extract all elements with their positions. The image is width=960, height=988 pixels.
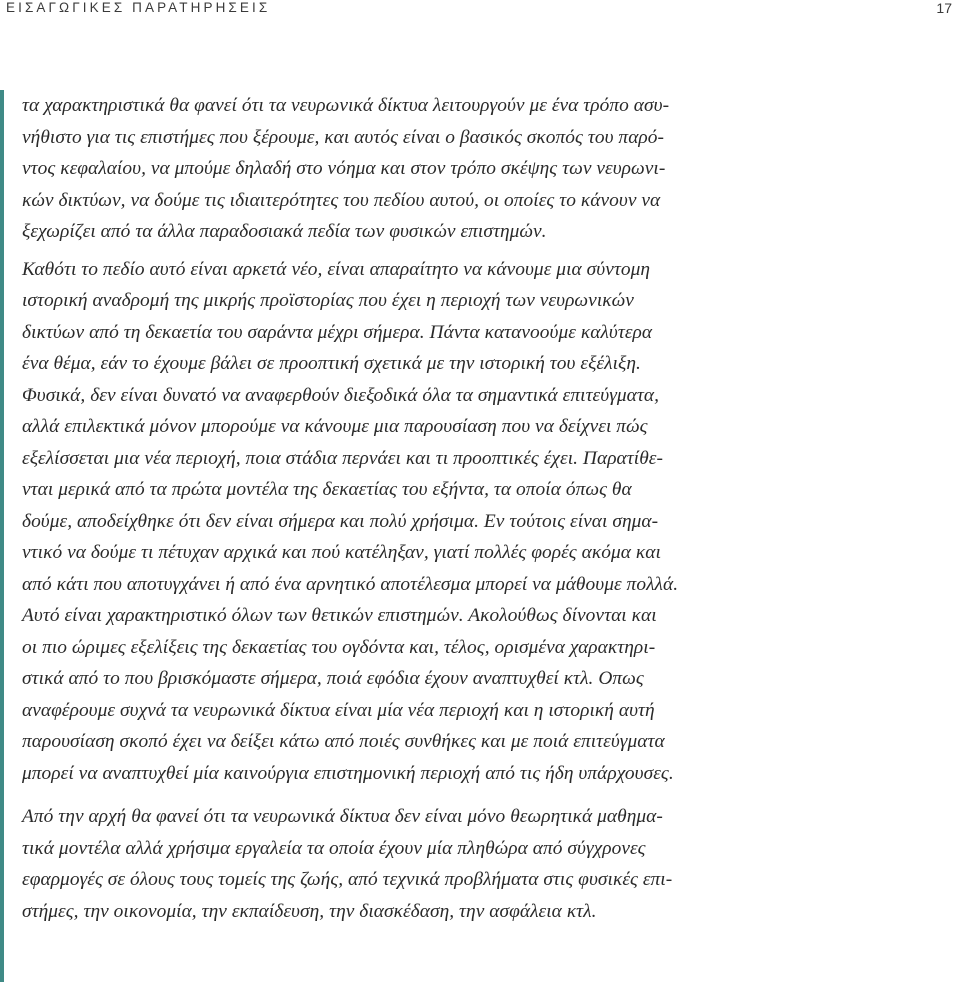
- text-line: ντικό να δούμε τι πέτυχαν αρχικά και πού κατέληξαν, γιατί πολλές φορές ακόμα και: [22, 542, 661, 563]
- text-line: αλλά επιλεκτικά μόνον μπορούμε να κάνουμε μια παρουσίαση που να δείχνει πώς: [22, 416, 648, 437]
- text-line: ντος κεφαλαίου, να μπούμε δηλαδή στο νόημα και στον τρόπο σκέψης των νευρωνι-: [22, 158, 666, 179]
- text-line: στικά από το που βρισκόμαστε σήμερα, ποιά εφόδια έχουν αναπτυχθεί κτλ. Οπως: [22, 668, 644, 689]
- paragraph-2: [22, 254, 782, 790]
- text-line: ένα θέμα, εάν το έχουμε βάλει σε προοπτική σχετικά με την ιστορική του εξέλιξη.: [22, 353, 641, 374]
- text-line: αναφέρουμε συχνά τα νευρωνικά δίκτυα είναι μία νέα περιοχή και η ιστορική αυτή: [22, 699, 655, 721]
- text-line: νήθιστο για τις επιστήμες που ξέρουμε, και αυτός είναι ο βασικός σκοπός του παρό-: [22, 126, 665, 148]
- text-line: νται μερικά από τα πρώτα μοντέλα της δεκαετίας του εξήντα, τα οποία όπως θα: [22, 479, 632, 500]
- body-text: [22, 90, 782, 927]
- text-line: Φυσικά, δεν είναι δυνατό να αναφερθούν διεξοδικά όλα τα σημαντικά επιτεύγματα,: [22, 384, 660, 406]
- margin-rule: [0, 90, 4, 982]
- paragraph-1: [22, 90, 782, 248]
- text-line: οι πιο ώριμες εξελίξεις της δεκαετίας του ογδόντα και, τέλος, ορισμένα χαρακτηρι-: [22, 636, 656, 658]
- text-line: δούμε, αποδείχθηκε ότι δεν είναι σήμερα και πολύ χρήσιμα. Εν τούτοις είναι σημα-: [22, 510, 659, 532]
- text-line: από κάτι που αποτυγχάνει ή από ένα αρνητικό αποτέλεσμα μπορεί να μάθουμε πολλά.: [22, 573, 679, 595]
- page-number: 17: [936, 0, 952, 16]
- paragraph-3: [22, 801, 782, 927]
- text-line: εφαρμογές σε όλους τους τομείς της ζωής, από τεχνικά προβλήματα στις φυσικές επι-: [22, 869, 673, 890]
- text-line: Από την αρχή θα φανεί ότι τα νευρωνικά δίκτυα δεν είναι μόνο θεωρητικά μαθημα-: [22, 806, 663, 827]
- text-line: τικά μοντέλα αλλά χρήσιμα εργαλεία τα οποία έχουν μία πληθώρα από σύγχρονες: [22, 837, 646, 859]
- running-head: ΕΙΣΑΓΩΓΙΚΕΣ ΠΑΡΑΤΗΡΗΣΕΙΣ: [6, 0, 271, 15]
- text-line: Αυτό είναι χαρακτηριστικό όλων των θετικών επιστημών. Ακολούθως δίνονται και: [22, 605, 657, 626]
- text-line: δικτύων από τη δεκαετία του σαράντα μέχρι σήμερα. Πάντα κατανοούμε καλύτερα: [22, 321, 653, 343]
- text-line: στήμες, την οικονομία, την εκπαίδευση, την διασκέδαση, την ασφάλεια κτλ.: [22, 900, 597, 922]
- text-line: τα χαρακτηριστικά θα φανεί ότι τα νευρωνικά δίκτυα λειτουργούν με ένα τρόπο ασυ-: [22, 95, 670, 116]
- text-line: εξελίσσεται μια νέα περιοχή, ποια στάδια περνάει και τι προοπτικές έχει. Παρατίθε-: [22, 447, 663, 469]
- text-line: ιστορική αναδρομή της μικρής προϊστορίας που έχει η περιοχή των νευρωνικών: [22, 290, 634, 311]
- text-line: ξεχωρίζει από τα άλλα παραδοσιακά πεδία των φυσικών επιστημών.: [22, 221, 547, 242]
- text-line: μπορεί να αναπτυχθεί μία καινούργια επιστημονική περιοχή από τις ήδη υπάρχουσες.: [22, 762, 674, 784]
- text-line: Καθότι το πεδίο αυτό είναι αρκετά νέο, είναι απαραίτητο να κάνουμε μια σύντομη: [22, 258, 651, 280]
- text-line: παρουσίαση σκοπό έχει να δείξει κάτω από ποιές συνθήκες και με ποιά επιτεύγματα: [22, 731, 665, 752]
- text-line: κών δικτύων, να δούμε τις ιδιαιτερότητες του πεδίου αυτού, οι οποίες το κάνουν να: [22, 189, 661, 211]
